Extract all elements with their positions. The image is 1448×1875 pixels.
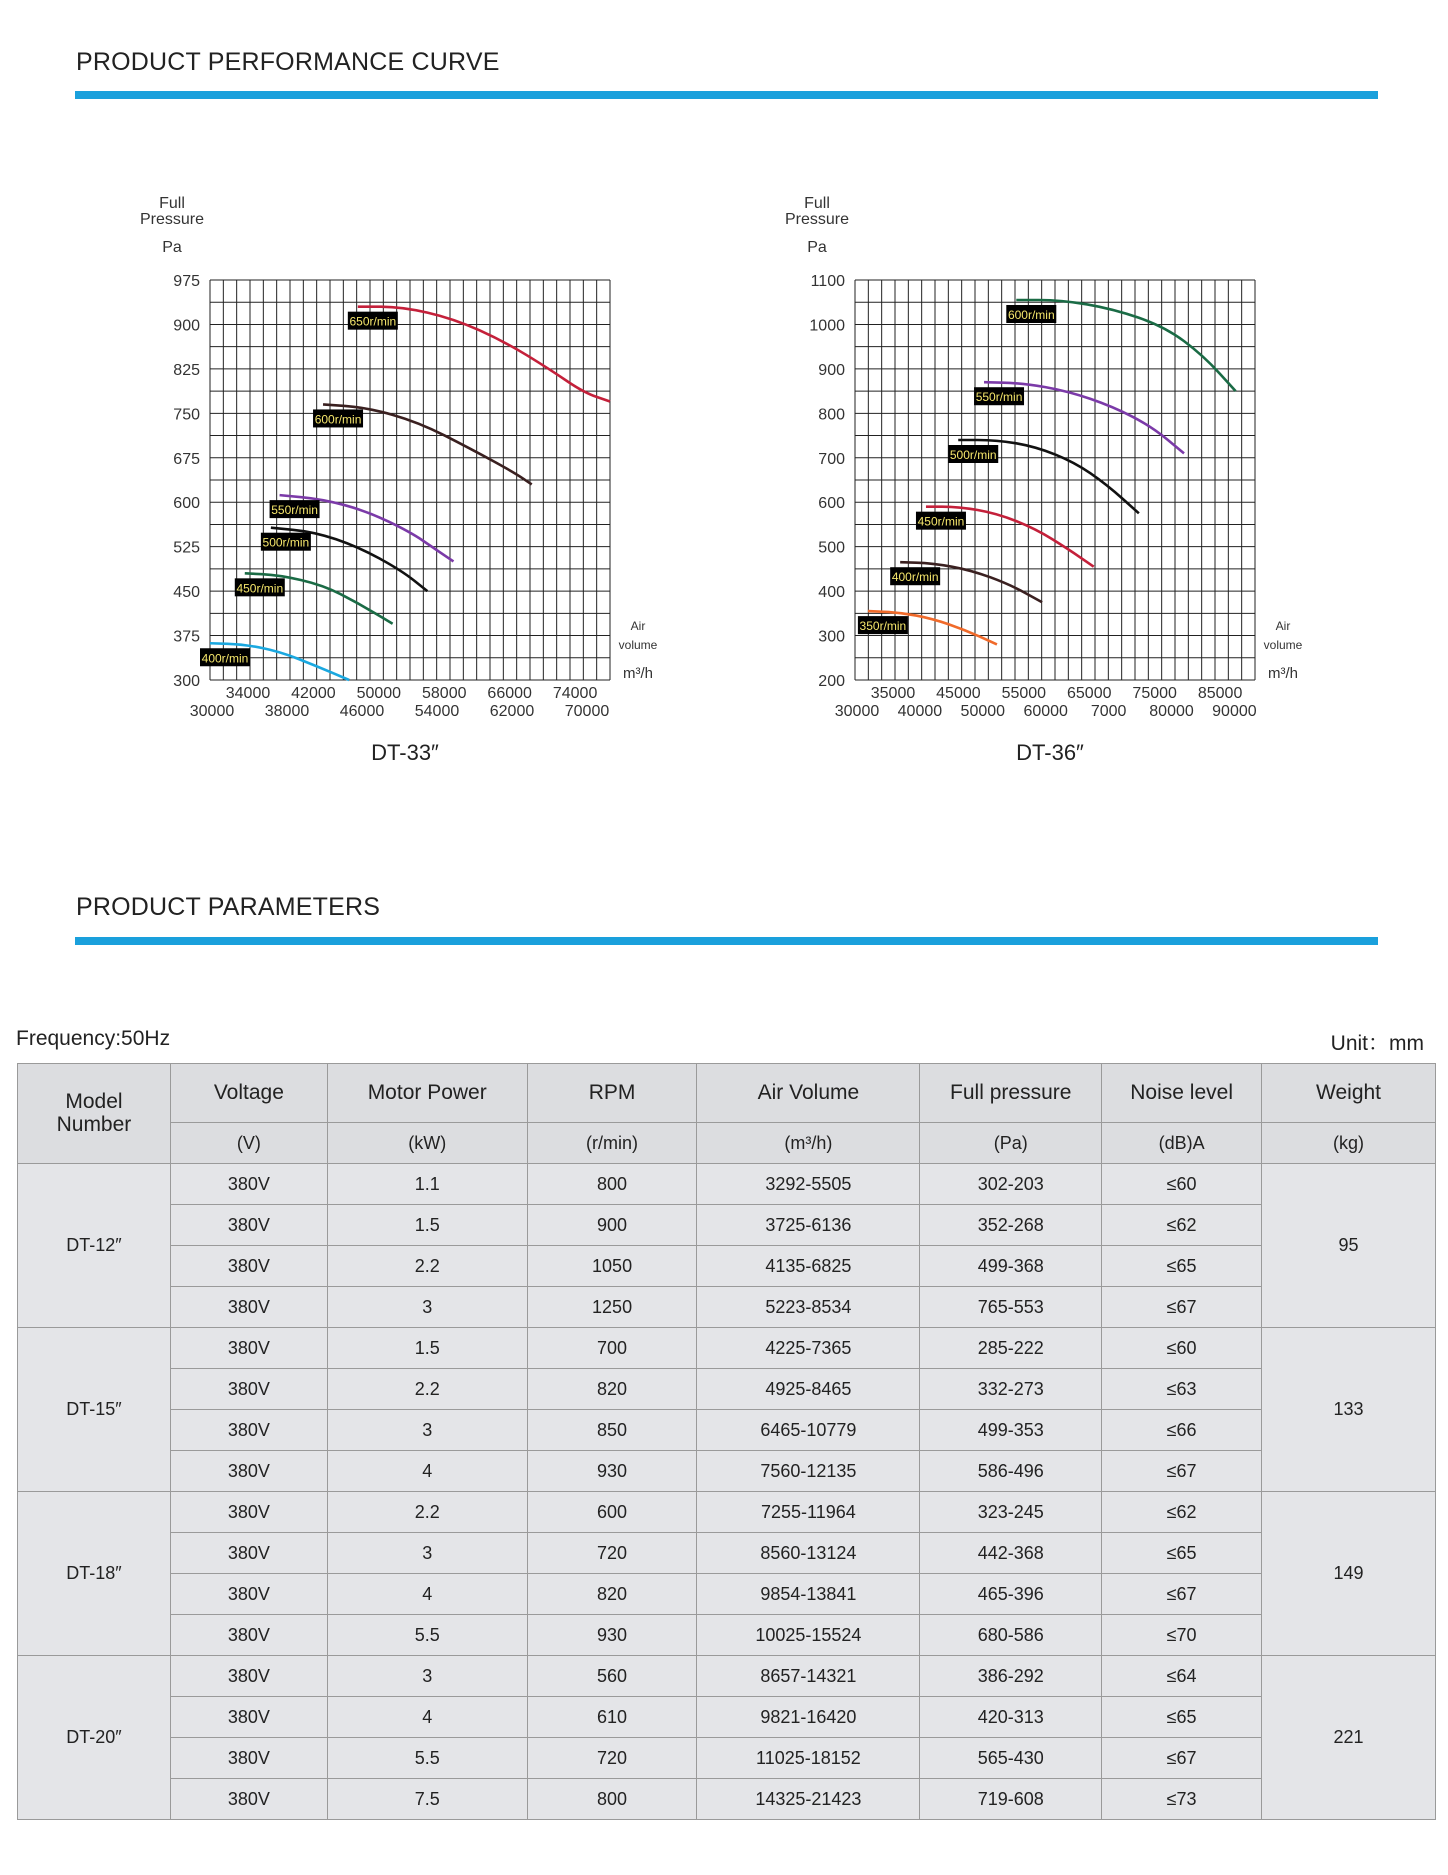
table-row [18, 1369, 1436, 1410]
series-label: 650r/min [349, 314, 397, 329]
motor-power-cell: 3 [327, 1656, 527, 1697]
y-tick-label: 375 [173, 628, 200, 646]
series-label: 450r/min [236, 581, 284, 596]
table-row [18, 1656, 1436, 1697]
weight-cell: 221 [1262, 1656, 1436, 1820]
weight-cell: 95 [1262, 1164, 1436, 1328]
unit-voltage: (V) [170, 1123, 327, 1164]
table-row [18, 1451, 1436, 1492]
x-tick-label: 50000 [356, 685, 402, 702]
x-tick-label: 54000 [414, 703, 460, 720]
table-row [18, 1205, 1436, 1246]
header-weight: Weight [1262, 1064, 1436, 1123]
y-tick-label: 600 [818, 495, 845, 513]
series-label: 350r/min [859, 619, 907, 634]
full-pressure-cell: 680-586 [920, 1615, 1102, 1656]
air-volume-cell: 4135-6825 [697, 1246, 920, 1287]
table-row [18, 1410, 1436, 1451]
motor-power-cell: 2.2 [327, 1246, 527, 1287]
air-volume-cell: 10025-15524 [697, 1615, 920, 1656]
motor-power-cell: 1.5 [327, 1205, 527, 1246]
header-model [18, 1064, 171, 1164]
unit-rpm: (r/min) [527, 1123, 697, 1164]
voltage-cell: 380V [170, 1656, 327, 1697]
model-number-cell: DT-20″ [18, 1656, 171, 1820]
x-axis-label: m³/h [623, 665, 653, 682]
full-pressure-cell: 465-396 [920, 1574, 1102, 1615]
motor-power-cell: 7.5 [327, 1779, 527, 1820]
header-model-line1: Model [65, 1090, 123, 1114]
motor-power-cell: 3 [327, 1287, 527, 1328]
y-tick-label: 200 [818, 673, 845, 690]
motor-power-cell: 3 [327, 1533, 527, 1574]
air-volume-cell: 5223-8534 [697, 1287, 920, 1328]
voltage-cell: 380V [170, 1246, 327, 1287]
noise-level-cell: ≤60 [1102, 1328, 1262, 1369]
voltage-cell: 380V [170, 1369, 327, 1410]
x-axis-label: Air [630, 619, 646, 633]
x-tick-label: 30000 [834, 703, 880, 720]
rpm-cell: 560 [527, 1656, 697, 1697]
unit-noise-level: (dB)A [1102, 1123, 1262, 1164]
x-tick-label: 50000 [960, 703, 1006, 720]
x-tick-label: 66000 [487, 685, 532, 702]
x-tick-label: 7000 [1090, 703, 1127, 720]
weight-cell: 149 [1262, 1492, 1436, 1656]
noise-level-cell: ≤65 [1102, 1697, 1262, 1738]
series-label: 600r/min [1007, 308, 1055, 322]
series-label: 400r/min [891, 570, 939, 585]
chart-dt33 [140, 180, 660, 790]
voltage-cell: 380V [170, 1533, 327, 1574]
motor-power-cell: 4 [327, 1451, 527, 1492]
frequency-label: Frequency:50Hz [16, 1027, 171, 1050]
table-row [18, 1738, 1436, 1779]
full-pressure-cell: 586-496 [920, 1451, 1102, 1492]
header-rpm: RPM [527, 1064, 697, 1123]
air-volume-cell: 9854-13841 [697, 1574, 920, 1615]
full-pressure-cell: 565-430 [920, 1738, 1102, 1779]
y-axis-label: Full [159, 195, 185, 212]
rpm-cell: 850 [527, 1410, 697, 1451]
x-tick-label: 34000 [225, 685, 271, 702]
full-pressure-cell: 420-313 [920, 1697, 1102, 1738]
rpm-cell: 1250 [527, 1287, 697, 1328]
y-tick-label: 900 [818, 361, 845, 379]
x-tick-label: 80000 [1149, 703, 1194, 720]
header-motor-power: Motor Power [327, 1064, 527, 1123]
noise-level-cell: ≤67 [1102, 1451, 1262, 1492]
header-voltage: Voltage [170, 1064, 327, 1123]
full-pressure-cell: 323-245 [920, 1492, 1102, 1533]
air-volume-cell: 7560-12135 [697, 1451, 920, 1492]
rpm-cell: 820 [527, 1369, 697, 1410]
y-tick-label: 825 [173, 361, 200, 379]
voltage-cell: 380V [170, 1287, 327, 1328]
air-volume-cell: 14325-21423 [697, 1779, 920, 1820]
x-axis-label: volume [1263, 638, 1303, 652]
series-label: 600r/min [314, 412, 362, 427]
x-tick-label: 75000 [1132, 685, 1177, 702]
chart-dt36 [784, 180, 1315, 790]
air-volume-cell: 4225-7365 [697, 1328, 920, 1369]
product-parameters-title: PRODUCT PARAMETERS [76, 893, 381, 921]
y-tick-label: 975 [173, 273, 200, 290]
motor-power-cell: 1.5 [327, 1328, 527, 1369]
y-axis-label: Pressure [784, 211, 850, 228]
table-row [18, 1697, 1436, 1738]
header-noise-level: Noise level [1102, 1064, 1262, 1123]
section-divider [75, 91, 1378, 99]
full-pressure-cell: 499-368 [920, 1246, 1102, 1287]
noise-level-cell: ≤67 [1102, 1574, 1262, 1615]
air-volume-cell: 9821-16420 [697, 1697, 920, 1738]
x-tick-label: 90000 [1212, 703, 1257, 720]
full-pressure-cell: 719-608 [920, 1779, 1102, 1820]
voltage-cell: 380V [170, 1615, 327, 1656]
y-tick-label: 750 [173, 406, 200, 424]
x-axis-label: m³/h [1268, 665, 1298, 682]
noise-level-cell: ≤66 [1102, 1410, 1262, 1451]
noise-level-cell: ≤65 [1102, 1246, 1262, 1287]
full-pressure-cell: 332-273 [920, 1369, 1102, 1410]
table-row [18, 1615, 1436, 1656]
y-tick-label: 400 [818, 584, 845, 602]
full-pressure-cell: 352-268 [920, 1205, 1102, 1246]
unit-motor-power: (kW) [327, 1123, 527, 1164]
y-tick-label: 1100 [810, 273, 845, 290]
motor-power-cell: 4 [327, 1697, 527, 1738]
noise-level-cell: ≤62 [1102, 1205, 1262, 1246]
weight-cell: 133 [1262, 1328, 1436, 1492]
rpm-cell: 600 [527, 1492, 697, 1533]
series-label: 500r/min [262, 535, 310, 550]
y-tick-label: 600 [173, 495, 200, 513]
full-pressure-cell: 386-292 [920, 1656, 1102, 1697]
x-tick-label: 30000 [189, 703, 235, 720]
x-tick-label: 35000 [870, 685, 916, 702]
noise-level-cell: ≤70 [1102, 1615, 1262, 1656]
y-tick-label: 300 [173, 673, 200, 690]
air-volume-cell: 3725-6136 [697, 1205, 920, 1246]
chart-title: DT-36″ [1016, 740, 1084, 765]
y-tick-label: 300 [818, 628, 845, 646]
motor-power-cell: 2.2 [327, 1492, 527, 1533]
y-tick-label: 800 [818, 406, 845, 424]
rpm-cell: 1050 [527, 1246, 697, 1287]
x-tick-label: 45000 [936, 685, 981, 702]
motor-power-cell: 2.2 [327, 1369, 527, 1410]
series-label: 450r/min [917, 514, 965, 529]
unit-air-volume: (m³/h) [697, 1123, 920, 1164]
air-volume-cell: 11025-18152 [697, 1738, 920, 1779]
air-volume-cell: 8560-13124 [697, 1533, 920, 1574]
x-tick-label: 60000 [1023, 703, 1068, 720]
series-label: 500r/min [949, 448, 997, 462]
table-body [18, 1164, 1436, 1820]
noise-level-cell: ≤67 [1102, 1287, 1262, 1328]
voltage-cell: 380V [170, 1697, 327, 1738]
table-row [18, 1328, 1436, 1369]
table-row [18, 1533, 1436, 1574]
rpm-cell: 700 [527, 1328, 697, 1369]
header-model-line2: Number [56, 1112, 132, 1136]
motor-power-cell: 1.1 [327, 1164, 527, 1205]
header-air-volume: Air Volume [697, 1064, 920, 1123]
table-row [18, 1574, 1436, 1615]
unit-label: Unit：mm [1330, 1032, 1424, 1055]
air-volume-cell: 8657-14321 [697, 1656, 920, 1697]
x-tick-label: 40000 [897, 703, 943, 720]
table-row [18, 1164, 1436, 1205]
y-tick-label: 1000 [809, 317, 845, 335]
voltage-cell: 380V [170, 1164, 327, 1205]
noise-level-cell: ≤73 [1102, 1779, 1262, 1820]
noise-level-cell: ≤62 [1102, 1492, 1262, 1533]
model-number-cell: DT-18″ [18, 1492, 171, 1656]
y-tick-label: 900 [173, 317, 200, 335]
full-pressure-cell: 765-553 [920, 1287, 1102, 1328]
rpm-cell: 610 [527, 1697, 697, 1738]
rpm-cell: 930 [527, 1451, 697, 1492]
motor-power-cell: 5.5 [327, 1615, 527, 1656]
x-tick-label: 74000 [552, 685, 598, 702]
noise-level-cell: ≤60 [1102, 1164, 1262, 1205]
voltage-cell: 380V [170, 1492, 327, 1533]
x-tick-label: 55000 [1001, 685, 1047, 702]
voltage-cell: 380V [170, 1574, 327, 1615]
x-tick-label: 42000 [291, 685, 336, 702]
x-tick-label: 46000 [339, 703, 385, 720]
x-axis-label: Air [1275, 619, 1291, 633]
y-tick-label: 500 [818, 539, 845, 557]
table-row [18, 1492, 1436, 1533]
voltage-cell: 380V [170, 1451, 327, 1492]
x-tick-label: 38000 [264, 703, 310, 720]
full-pressure-cell: 285-222 [920, 1328, 1102, 1369]
y-tick-label: 450 [173, 584, 200, 602]
header-full-pressure: Full pressure [920, 1064, 1102, 1123]
y-tick-label: 525 [173, 539, 200, 557]
series-label: 550r/min [271, 503, 318, 518]
rpm-cell: 900 [527, 1205, 697, 1246]
unit-full-pressure: (Pa) [920, 1123, 1102, 1164]
rpm-cell: 720 [527, 1738, 697, 1779]
voltage-cell: 380V [170, 1410, 327, 1451]
air-volume-cell: 7255-11964 [697, 1492, 920, 1533]
x-tick-label: 70000 [564, 703, 610, 720]
rpm-cell: 800 [527, 1164, 697, 1205]
rpm-cell: 720 [527, 1533, 697, 1574]
rpm-cell: 820 [527, 1574, 697, 1615]
noise-level-cell: ≤64 [1102, 1656, 1262, 1697]
x-tick-label: 62000 [489, 703, 535, 720]
model-number-cell: DT-15″ [18, 1328, 171, 1492]
y-axis-label: Full [804, 195, 830, 212]
x-tick-label: 65000 [1067, 685, 1112, 702]
y-axis-label: Pa [162, 239, 182, 256]
series-label: 400r/min [201, 651, 249, 666]
motor-power-cell: 3 [327, 1410, 527, 1451]
x-tick-label: 58000 [422, 685, 467, 702]
full-pressure-cell: 302-203 [920, 1164, 1102, 1205]
motor-power-cell: 5.5 [327, 1738, 527, 1779]
chart-title: DT-33″ [371, 740, 439, 765]
noise-level-cell: ≤67 [1102, 1738, 1262, 1779]
table-row [18, 1287, 1436, 1328]
rpm-cell: 800 [527, 1779, 697, 1820]
full-pressure-cell: 442-368 [920, 1533, 1102, 1574]
unit-weight: (kg) [1262, 1123, 1436, 1164]
voltage-cell: 380V [170, 1205, 327, 1246]
full-pressure-cell: 499-353 [920, 1410, 1102, 1451]
table-row [18, 1779, 1436, 1820]
x-tick-label: 85000 [1197, 685, 1243, 702]
noise-level-cell: ≤63 [1102, 1369, 1262, 1410]
y-axis-label: Pressure [139, 211, 205, 228]
rpm-cell: 930 [527, 1615, 697, 1656]
model-number-cell: DT-12″ [18, 1164, 171, 1328]
table-row [18, 1246, 1436, 1287]
air-volume-cell: 4925-8465 [697, 1369, 920, 1410]
noise-level-cell: ≤65 [1102, 1533, 1262, 1574]
performance-curve-title: PRODUCT PERFORMANCE CURVE [76, 48, 500, 76]
air-volume-cell: 6465-10779 [697, 1410, 920, 1451]
y-tick-label: 675 [173, 450, 200, 468]
y-axis-label: Pa [807, 239, 827, 256]
section-divider [75, 937, 1378, 945]
y-tick-label: 700 [818, 450, 845, 468]
series-label: 550r/min [975, 390, 1023, 405]
voltage-cell: 380V [170, 1328, 327, 1369]
parameters-table [17, 1063, 1436, 1820]
air-volume-cell: 3292-5505 [697, 1164, 920, 1205]
x-axis-label: volume [618, 638, 658, 652]
voltage-cell: 380V [170, 1738, 327, 1779]
voltage-cell: 380V [170, 1779, 327, 1820]
motor-power-cell: 4 [327, 1574, 527, 1615]
